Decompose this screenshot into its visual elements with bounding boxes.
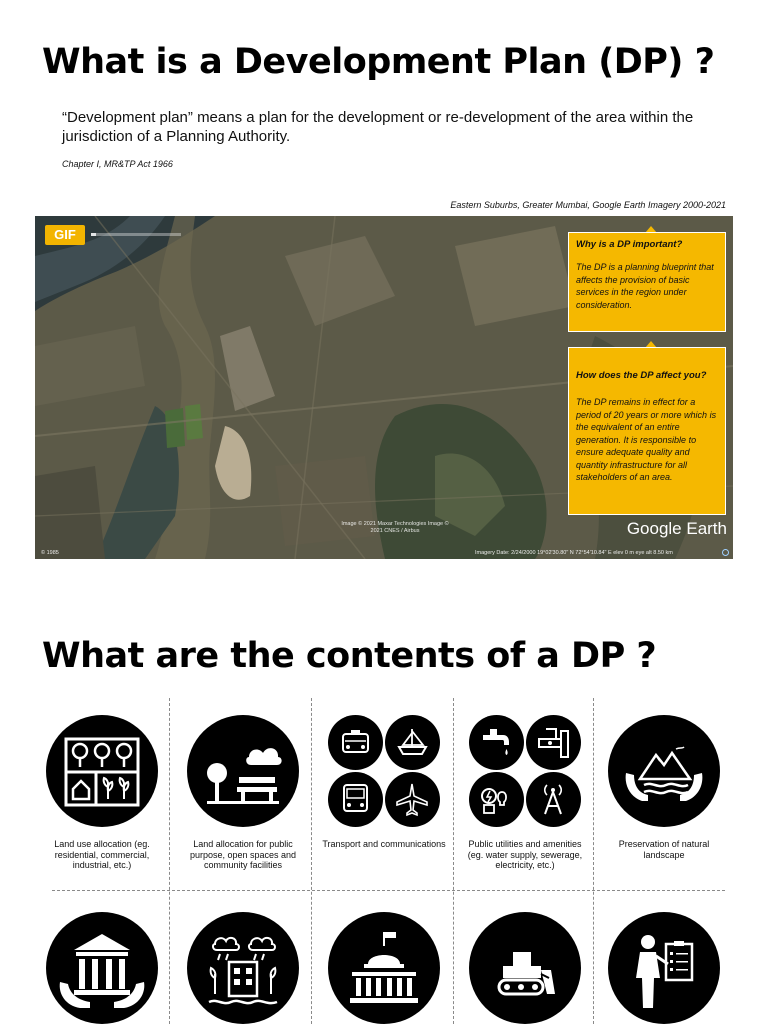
electricity-icon	[469, 772, 524, 827]
contents-item-label: Transport and communications	[322, 839, 446, 849]
google-earth-logo: Google Earth	[626, 519, 727, 538]
sewer-pipe-icon	[526, 715, 581, 770]
utilities-icon	[469, 715, 581, 827]
info-box-answer: The DP is a planning blueprint that affects the provision of basic services in the region under consideration.	[576, 262, 714, 310]
landscape-hands-icon	[608, 715, 720, 827]
dp-definition: “Development plan” means a plan for the development or re-development of the area within the jurisdiction of a Planning Authority.	[62, 109, 694, 145]
image-caption: Eastern Suburbs, Greater Mumbai, Google Earth Imagery 2000-2021	[450, 200, 726, 210]
imagery-corner-label: © 1985	[41, 550, 59, 556]
satellite-image	[35, 216, 733, 559]
government-building-icon	[328, 912, 440, 1024]
contents-item-heritage	[32, 912, 172, 1024]
gif-badge: GIF	[45, 225, 85, 245]
water-tap-icon	[469, 715, 524, 770]
contents-item-label: Preservation of natural landscape	[618, 839, 710, 860]
flood-buildings-icon	[187, 912, 299, 1024]
timelapse-progress-fill	[91, 233, 96, 236]
communication-tower-icon	[526, 772, 581, 827]
contents-item-label: Land allocation for public purpose, open spaces and community facilities	[189, 839, 297, 870]
contents-item-public-purpose	[173, 715, 313, 871]
bulldozer-icon	[469, 912, 581, 1024]
info-box-answer: The DP remains in effect for a period of 20 years or more which is the equivalent of an entire generation. It is responsible to ensure adequate quality and quantity infrastructure for all stakeholders of an area.	[576, 397, 717, 482]
citation: Chapter I, MR&TP Act 1966	[62, 159, 173, 169]
contents-item-disaster-resilience	[173, 912, 313, 1024]
land-use-icon	[46, 715, 158, 827]
contents-item-label: Land use allocation (eg. residential, commercial, industrial, etc.)	[54, 839, 150, 870]
contents-grid	[32, 698, 736, 1024]
imagery-attribution: Image © 2021 Maxar Technologies Image © 2021 CNES / Airbus	[341, 521, 449, 534]
info-box-impact	[568, 347, 726, 515]
park-bench-icon	[187, 715, 299, 827]
section-title: What are the contents of a DP ?	[42, 636, 657, 676]
imagery-status-bar: Imagery Date: 2/24/2000 19°02'30.80" N 72°54'10.84" E elev 0 m eye alt 8.50 km	[475, 550, 673, 556]
info-box-question: How does the DP affect you?	[576, 370, 707, 381]
airplane-icon	[385, 772, 440, 827]
contents-item-utilities	[455, 715, 595, 871]
divider	[52, 890, 725, 891]
contents-item-landscape	[594, 715, 734, 860]
info-box-question: Why is a DP important?	[576, 239, 683, 250]
contents-item-government	[314, 912, 454, 1024]
transport-icon	[328, 715, 440, 827]
planner-clipboard-icon	[608, 912, 720, 1024]
contents-item-development-works	[455, 912, 595, 1024]
page-title: What is a Development Plan (DP) ?	[42, 42, 715, 82]
bus-icon	[328, 772, 383, 827]
taxi-icon	[328, 715, 383, 770]
heritage-hands-icon	[46, 912, 158, 1024]
contents-item-label: Public utilities and amenities (eg. water supply, sewerage, electricity, etc.)	[467, 839, 583, 870]
ship-icon	[385, 715, 440, 770]
timelapse-progress	[91, 233, 181, 236]
globe-icon	[722, 549, 729, 556]
contents-item-land-use	[32, 715, 172, 871]
contents-item-transport	[314, 715, 454, 850]
contents-item-implementation	[594, 912, 734, 1024]
info-box-importance	[568, 232, 726, 332]
